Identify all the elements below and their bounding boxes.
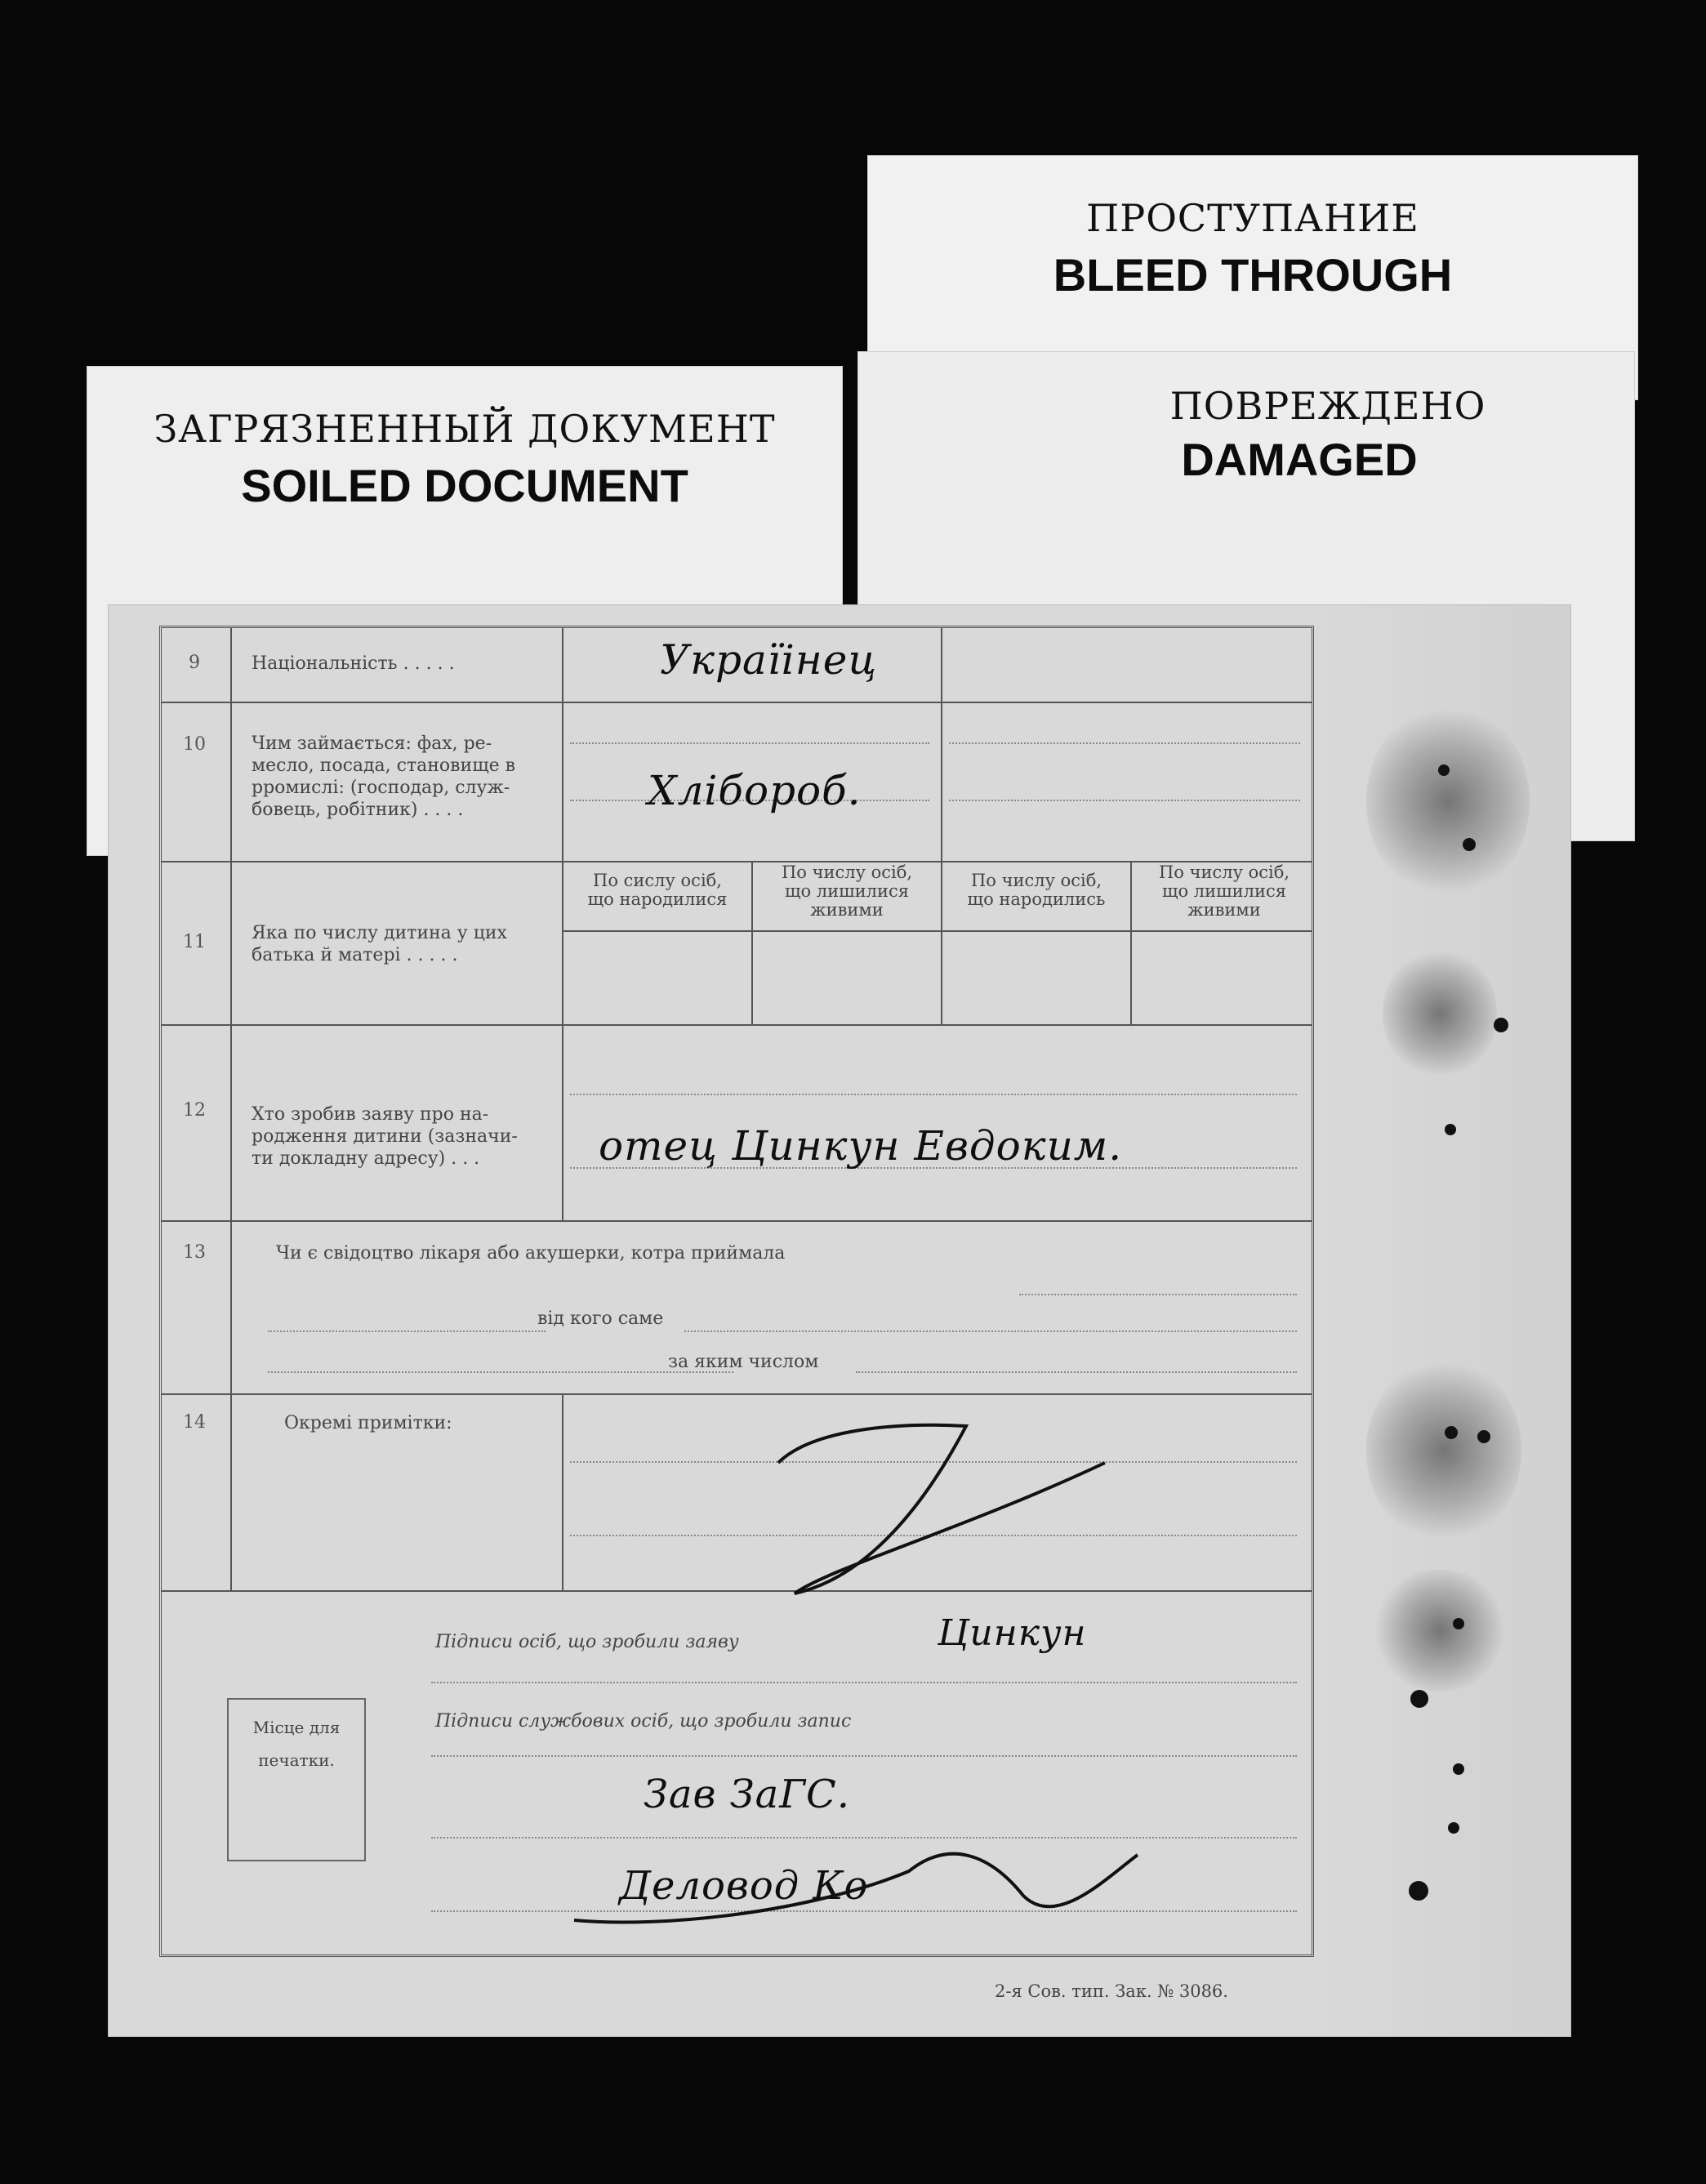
- damaged-en: DAMAGED: [1181, 434, 1418, 485]
- binding-hole: [1445, 1426, 1458, 1439]
- smudge-mark: [1366, 703, 1530, 899]
- applicants-signature-label: Підписи осіб, що зробили заяву: [435, 1632, 739, 1652]
- binding-hole: [1448, 1822, 1459, 1834]
- row-13-line1: Чи є свідоцтво лікаря або акушерки, котра приймала: [276, 1243, 786, 1264]
- row-9-label: Національність . . . . .: [252, 653, 455, 674]
- row-10-label: Чим займається: фах, ре- месло, посада, становище в pромислі: (господар, служ- бовець, робітник) . . . .: [252, 733, 516, 820]
- official-signature-2: Деловод Ко: [619, 1863, 869, 1909]
- row-11-col-alive: По числу осіб, що лишилися живими: [781, 862, 913, 920]
- binding-hole: [1445, 1124, 1456, 1135]
- smudge-mark: [1366, 1357, 1521, 1544]
- officials-signature-label: Підписи службових осіб, що зробили запис: [435, 1711, 852, 1732]
- birth-record-sheet: [108, 604, 1571, 2037]
- printer-footer: 2-я Сов. тип. Зак. № 3086.: [995, 1981, 1228, 2001]
- binding-hole: [1409, 1881, 1428, 1901]
- smudge-mark: [1383, 948, 1497, 1079]
- binding-hole: [1463, 838, 1476, 851]
- soiled-document-en: SOILED DOCUMENT: [241, 460, 688, 511]
- binding-hole: [1453, 1763, 1464, 1775]
- soiled-document-ru: ЗАГРЯЗНЕННЫЙ ДОКУМЕНТ: [154, 407, 776, 451]
- bleed-through-ru: ПРОСТУПАНИЕ: [1086, 196, 1419, 240]
- stamp-place-box: Місце для печатки.: [227, 1698, 366, 1861]
- row-11-col-alive-2: По числу осіб, що лишилися живими: [1158, 862, 1290, 920]
- row-11-number: 11: [183, 932, 206, 952]
- applicant-signature: Цинкун: [938, 1612, 1087, 1654]
- record-form-grid: [159, 626, 1314, 1957]
- damaged-ru: ПОВРЕЖДЕНО: [1169, 384, 1486, 428]
- row-9-number: 9: [189, 653, 200, 673]
- row-12-number: 12: [183, 1100, 206, 1121]
- row-9-value: Україінец: [660, 636, 878, 684]
- row-13-line2: від кого саме: [537, 1308, 664, 1329]
- row-14-label: Окремі примітки:: [284, 1413, 452, 1433]
- official-signature-flourish: [566, 1822, 1154, 1945]
- row-13-number: 13: [183, 1242, 206, 1263]
- row-13-line3: за яким числом: [668, 1352, 819, 1372]
- binding-hole: [1494, 1018, 1508, 1032]
- smudge-mark: [1374, 1569, 1505, 1691]
- row-12-label: Хто зробив заяву про на- родження дитини (зазначи- ти докладну адресу) . . .: [252, 1104, 518, 1169]
- row-10-number: 10: [183, 734, 206, 755]
- row-14-number: 14: [183, 1412, 206, 1433]
- row-10-value: Хлібороб.: [648, 767, 862, 814]
- row-11-col-born-2: По числу осіб, що народились: [967, 871, 1106, 909]
- row-12-value: отец Цинкун Евдоким.: [599, 1122, 1123, 1170]
- official-signature-1: Зав ЗаГС.: [644, 1772, 851, 1817]
- binding-hole: [1453, 1618, 1464, 1629]
- binding-hole: [1410, 1690, 1428, 1708]
- bleed-through-en: BLEED THROUGH: [1053, 249, 1453, 301]
- cancel-stroke-row-14: [762, 1406, 1170, 1618]
- row-11-label: Яка по числу дитина у цих батька й матері . . . . .: [252, 923, 507, 965]
- binding-hole: [1438, 764, 1450, 776]
- binding-hole: [1477, 1430, 1490, 1443]
- row-11-col-born: По сислу осіб, що народилися: [587, 871, 728, 909]
